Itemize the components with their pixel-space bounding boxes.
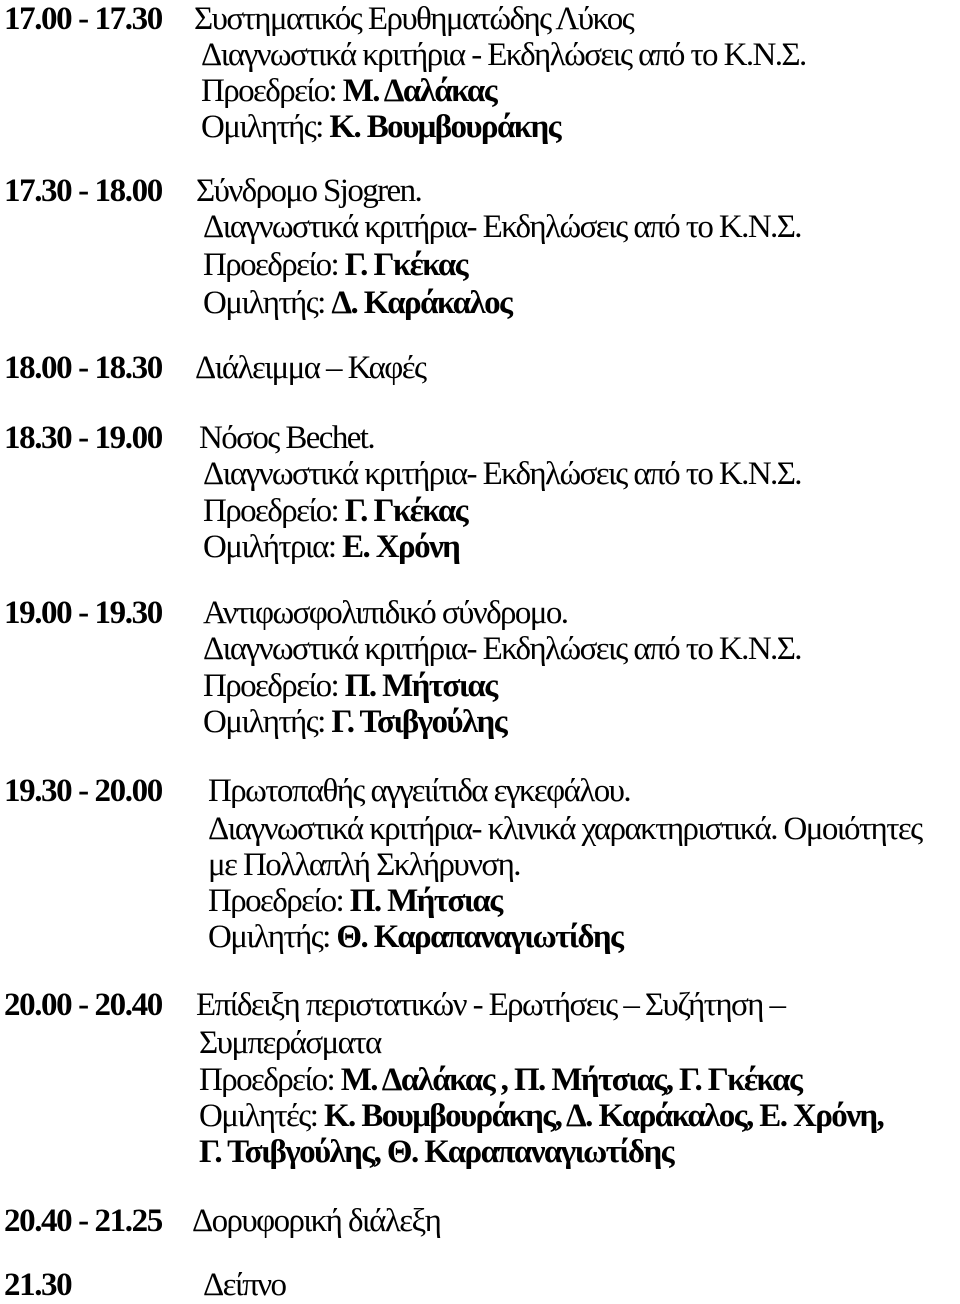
- session-title: Διάλειμμα – Καφές: [195, 350, 426, 386]
- speaker-names: Γ. Τσιβγούλης: [331, 704, 507, 740]
- speaker-names: Κ. Βουμβουράκης, Δ. Καράκαλος, Ε. Χρόνη,: [323, 1098, 884, 1134]
- session-subtitle: Διαγνωστικά κριτήρια- κλινικά χαρακτηριστικά. Ομοιότητες: [208, 811, 922, 847]
- chair-names: Π. Μήτσιας: [349, 883, 502, 919]
- chair-label: Προεδρείο:: [203, 668, 339, 704]
- session-time: 20.40 - 21.25: [4, 1203, 162, 1239]
- chair-label: Προεδρείο:: [203, 247, 339, 283]
- chair-names: Μ. Δαλάκας: [342, 73, 497, 109]
- speaker-line: [203, 284, 511, 322]
- speaker-label: Ομιλητές:: [199, 1098, 318, 1134]
- session-title: Αντιφωσφολιπιδικό σύνδρομο.: [203, 595, 568, 631]
- session-title-continued: Συμπεράσματα: [199, 1025, 381, 1061]
- session-title: Νόσος Bechet.: [199, 420, 375, 456]
- speaker-names: Δ. Καράκαλος: [331, 285, 512, 321]
- speaker-label: Ομιλητής:: [201, 109, 323, 145]
- speaker-names: Ε. Χρόνη: [342, 529, 460, 565]
- chair-line: [201, 72, 496, 110]
- speaker-label: Ομιλητής:: [208, 919, 330, 955]
- speaker-label: Ομιλητής:: [203, 704, 325, 740]
- chair-names: Γ. Γκέκας: [344, 247, 467, 283]
- speaker-line: [201, 108, 560, 146]
- speaker-label: Ομιλήτρια:: [203, 529, 336, 565]
- session-subtitle: Διαγνωστικά κριτήρια - Εκδηλώσεις από το Κ.Ν.Σ.: [201, 37, 806, 73]
- speaker-names: Θ. Καραπαναγιωτίδης: [336, 919, 623, 955]
- session-title: Δορυφορική διάλεξη: [192, 1203, 441, 1239]
- chair-line: [199, 1061, 801, 1099]
- session-time: 18.30 - 19.00: [4, 420, 162, 456]
- session-time: 18.00 - 18.30: [4, 350, 162, 386]
- session-title: Συστηματικός Ερυθηματώδης Λύκος: [194, 1, 634, 37]
- chair-label: Προεδρείο:: [201, 73, 337, 109]
- chair-line: [203, 667, 497, 705]
- session-time: 17.00 - 17.30: [4, 1, 162, 37]
- session-subtitle-continued: με Πολλαπλή Σκλήρυνση.: [208, 847, 520, 883]
- session-subtitle: Διαγνωστικά κριτήρια- Εκδηλώσεις από το Κ.Ν.Σ.: [203, 456, 801, 492]
- speaker-line: [203, 528, 459, 566]
- session-subtitle: Διαγνωστικά κριτήρια- Εκδηλώσεις από το Κ.Ν.Σ.: [203, 209, 801, 245]
- session-time: 19.00 - 19.30: [4, 595, 162, 631]
- session-title: Πρωτοπαθής αγγειίτιδα εγκεφάλου.: [208, 773, 630, 809]
- chair-line: [203, 246, 467, 284]
- session-time: 19.30 - 20.00: [4, 773, 162, 809]
- chair-line: [208, 882, 502, 920]
- chair-names: Μ. Δαλάκας , Π. Μήτσιας, Γ. Γκέκας: [340, 1062, 802, 1098]
- chair-label: Προεδρείο:: [199, 1062, 335, 1098]
- session-title: Επίδειξη περιστατικών - Ερωτήσεις – Συζήτηση –: [196, 987, 785, 1023]
- chair-label: Προεδρείο:: [208, 883, 344, 919]
- speaker-names-continued: Γ. Τσιβγούλης, Θ. Καραπαναγιωτίδης: [199, 1134, 673, 1170]
- chair-names: Γ. Γκέκας: [344, 493, 467, 529]
- chair-line: [203, 492, 467, 530]
- speaker-label: Ομιλητής:: [203, 285, 325, 321]
- speaker-line: [199, 1097, 883, 1135]
- chair-label: Προεδρείο:: [203, 493, 339, 529]
- session-title: Δείπνο: [203, 1267, 286, 1303]
- speaker-names: Κ. Βουμβουράκης: [329, 109, 560, 145]
- session-time: 20.00 - 20.40: [4, 987, 162, 1023]
- session-time: 17.30 - 18.00: [4, 173, 162, 209]
- speaker-line: [203, 703, 506, 741]
- speaker-line: [208, 918, 622, 956]
- session-time: 21.30: [4, 1267, 72, 1303]
- chair-names: Π. Μήτσιας: [344, 668, 497, 704]
- session-title: Σύνδρομο Sjogren.: [196, 173, 422, 209]
- session-subtitle: Διαγνωστικά κριτήρια- Εκδηλώσεις από το Κ.Ν.Σ.: [203, 631, 801, 667]
